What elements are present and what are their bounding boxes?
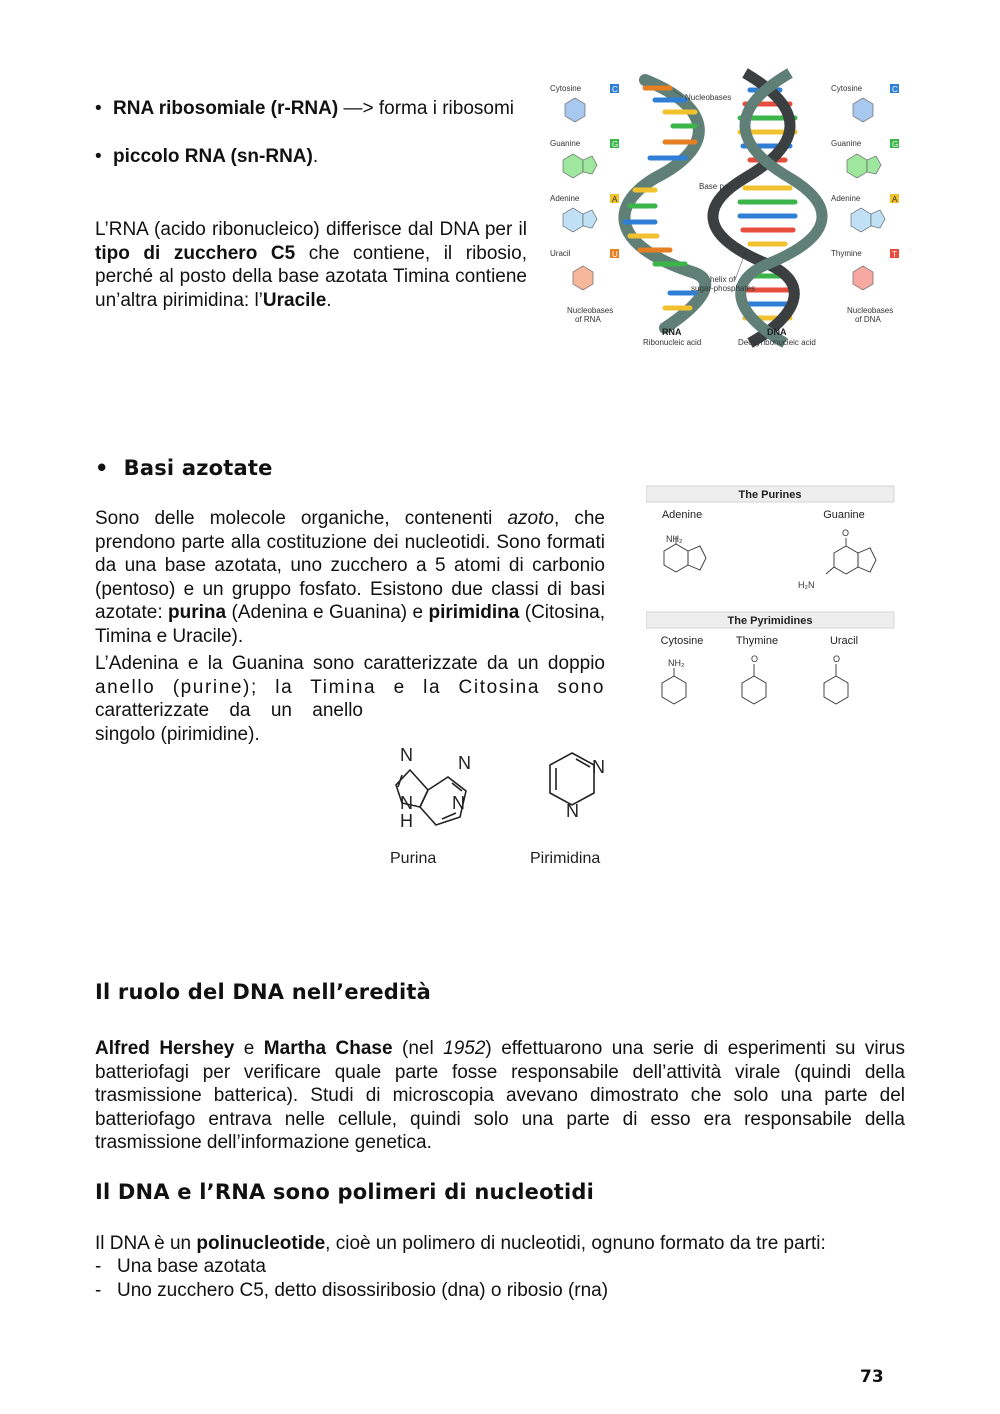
rrna-rest: —> forma i ribosomi [338,98,514,119]
svg-text:Adenine: Adenine [831,194,861,203]
nucleobases-label: Nucleobases [685,93,732,102]
list-item: - Una base azotata [95,1256,266,1277]
rna-subtitle: Ribonucleic acid [643,338,702,347]
adenine-right-molecule [851,208,871,232]
svg-text:Cytosine: Cytosine [831,84,863,93]
dna-subtitle: Deoxyribonucleic acid [738,338,816,347]
svg-text:U: U [612,250,618,259]
svg-text:A: A [612,195,618,204]
svg-text:Adenine: Adenine [550,194,580,203]
thymine-label: Thymine [735,635,779,647]
svg-text:Uracil: Uracil [550,249,571,258]
svg-text:N: N [566,801,579,821]
snrna-bold: piccolo RNA (sn-RNA) [113,146,313,167]
svg-text:O: O [833,654,841,664]
pirimidina-caption: Pirimidina [530,850,601,867]
cytosine-left-molecule [565,98,585,122]
svg-text:N: N [592,757,605,777]
basi-azotate-paragraph: Sono delle molecole organiche, contenenti azoto, che prendono parte alla costituzione dei nucleotidi. Sono formati da una base azotata, uno zucchero a 5 atomi di carbonio (pentoso) e un gruppo fosfato. Esistono due classi di basi azotate: purina (Adenina e Guanina) e pirimidina (Citosina, Timina e Uracile). [95,508,605,647]
svg-text:G: G [892,140,899,149]
svg-text:of DNA: of DNA [855,315,881,324]
dna-strand [713,73,822,343]
svg-text:Guanine: Guanine [831,139,862,148]
svg-text:O: O [751,654,759,664]
rna-vs-dna-paragraph: L’RNA (acido ribonucleico) differisce dal DNA per il tipo di zucchero C5 che contiene, il ribosio, perché al posto della base azotata Timina contiene un’altra pirimidina: l’Uracile. [95,219,527,311]
svg-text:N: N [452,793,465,813]
hershey-chase-paragraph: Alfred Hershey e Martha Chase (nel 1952) effettuarono una serie di esperimenti su virus batteriofagi per verificare quale parte fosse responsabile dell’attività virale (quindi della trasmissione batterica). Studi di microscopia avevano dimostrato che solo una parte del batteriofago entrava nelle cellule, quindi solo una parte di esso era responsabile della trasmissione dell’informazione genetica. [95,1038,905,1153]
svg-text:O: O [842,528,850,538]
adenine-left-molecule [563,208,583,232]
helix-label-2: sugar-phosphates [691,284,756,293]
svg-text:Nucleobases: Nucleobases [847,306,894,315]
svg-text:H₂N: H₂N [798,580,815,590]
rrna-bold: RNA ribosomiale (r-RNA) [113,98,339,119]
left-base-label: Cytosine [550,84,582,93]
svg-text:of RNA: of RNA [575,315,601,324]
bullet-rrna: • RNA ribosomiale (r-RNA) —> forma i ribosomi [95,98,514,119]
purines-title: The Purines [738,489,802,501]
ruolo-dna-heading: Il ruolo del DNA nell’eredità [95,980,431,1004]
rna-title: RNA [662,327,682,337]
rna-dna-helix-figure [545,68,910,353]
thymine-right-molecule [853,266,873,290]
guanine-label: Guanine [823,509,865,521]
pyrimidines-title: The Pyrimidines [727,615,813,627]
guanine-structure [826,538,876,574]
cytosine-right-molecule [853,98,873,122]
cytosine-structure [662,676,686,704]
svg-text:Guanine: Guanine [550,139,581,148]
guanine-left-molecule [563,154,583,178]
purine-pyrimidine-paragraph: L’Adenina e la Guanina sono caratterizzate da un doppio anello (purine); la Timina e la Citosina sono caratterizzate da un anello singolo (pirimidine). [95,653,605,745]
svg-text:T: T [892,250,897,259]
dna-title: DNA [767,327,787,337]
svg-text:Thymine: Thymine [831,249,862,258]
basi-azotate-heading: • Basi azotate [95,456,273,480]
uracil-label: Uracil [829,635,859,647]
adenine-label: Adenine [661,509,703,521]
svg-text:C: C [892,85,898,94]
page-number: 73 [860,1367,884,1387]
dna-bases-column [831,84,899,324]
uracil-left-molecule [573,266,593,290]
bullet-snrna: • piccolo RNA (sn-RNA). [95,146,319,167]
polimeri-heading: Il DNA e l’RNA sono polimeri di nucleotidi [95,1180,595,1204]
list-item: - Uno zucchero C5, detto disossiribosio (dna) o ribosio (rna) [95,1279,609,1301]
purina-pirimidina-figure [380,735,620,870]
rna-bases-column [550,84,619,324]
svg-text:NH₂: NH₂ [668,658,685,668]
nucleotide-parts-list [95,1255,905,1302]
pirimidina-structure [550,753,594,805]
purines-pyrimidines-figure [646,484,896,734]
svg-text:G: G [612,140,619,149]
svg-text:N: N [400,745,413,765]
svg-text:C: C [612,85,618,94]
svg-text:N: N [458,753,471,773]
purina-caption: Purina [390,850,437,867]
helix-label-1: helix of [710,275,736,284]
uracil-structure [824,676,848,704]
svg-text:H: H [400,811,413,831]
polinucleotide-paragraph: Il DNA è un polinucleotide, cioè un polimero di nucleotidi, ognuno formato da tre parti: [95,1233,826,1254]
svg-text:A: A [892,195,898,204]
thymine-structure [742,676,766,704]
svg-text:NH₂: NH₂ [666,534,683,544]
base-pair-label: Base pair [699,182,733,191]
cytosine-label: Cytosine [660,635,704,647]
svg-text:Nucleobases: Nucleobases [567,306,614,315]
guanine-right-molecule [847,154,867,178]
svg-text:N: N [400,793,413,813]
